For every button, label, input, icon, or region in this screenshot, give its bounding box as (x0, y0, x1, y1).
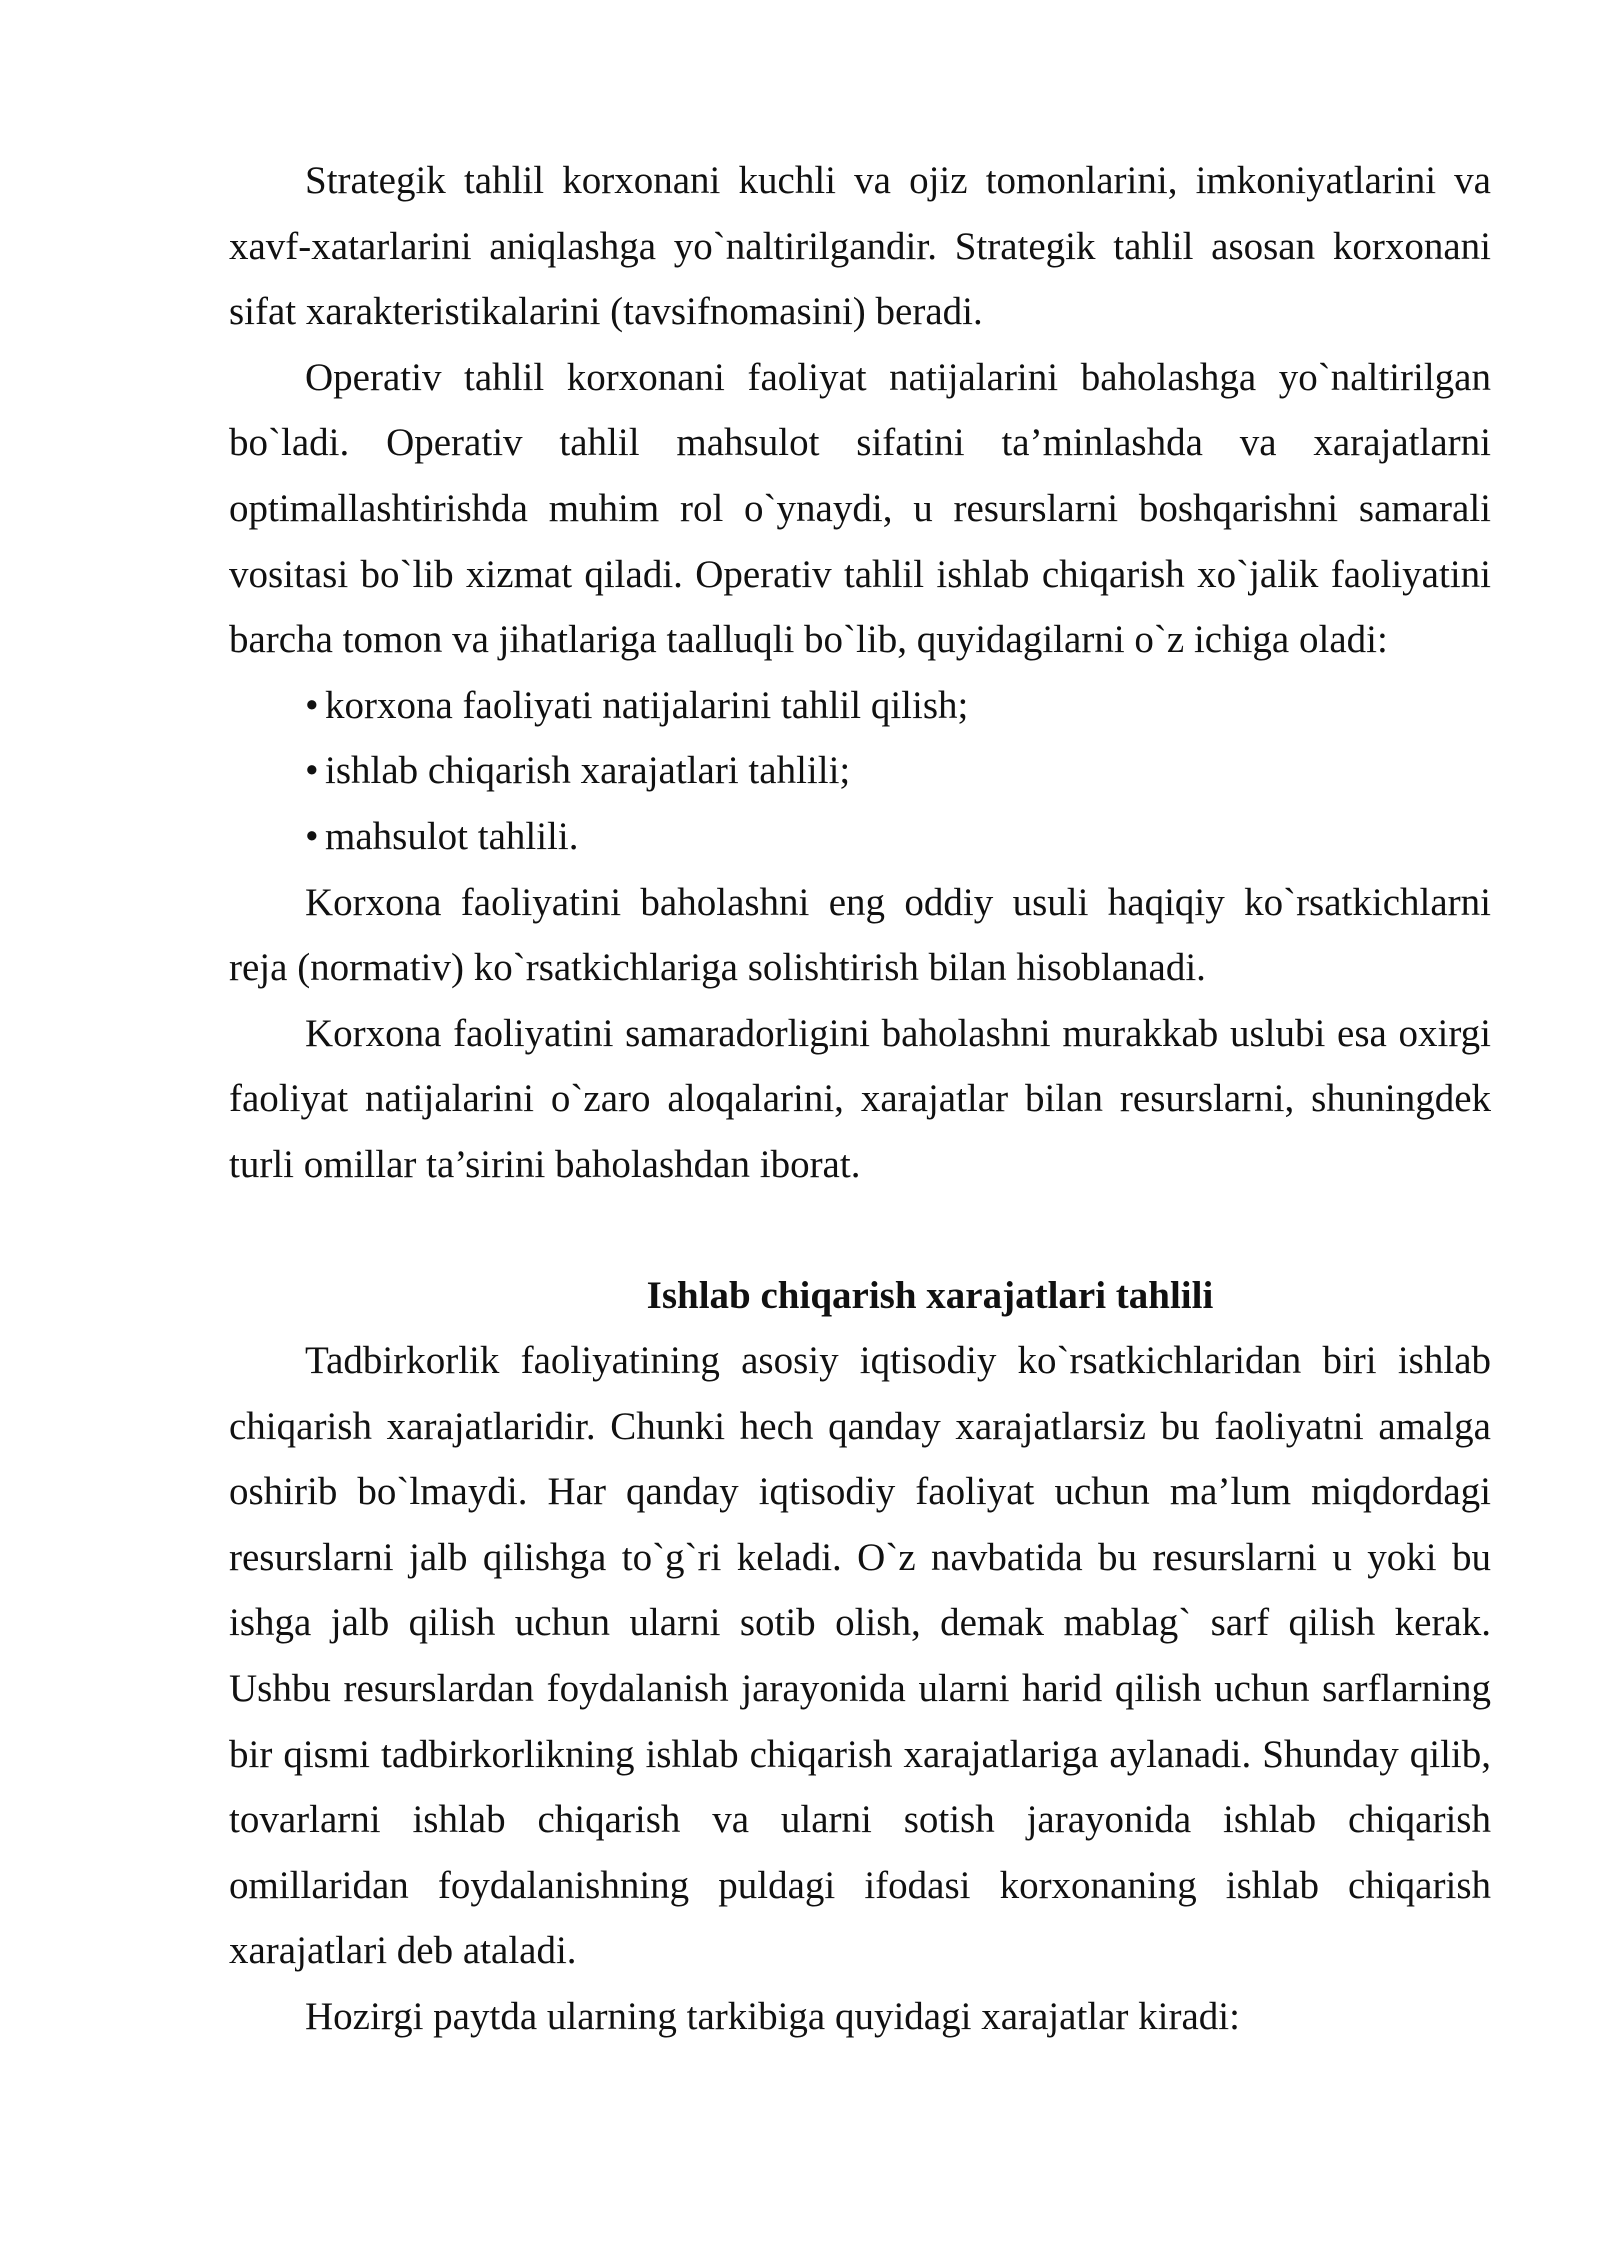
paragraph-operative-analysis: Operativ tahlil korxonani faoliyat natijalarini baholashga yo`naltirilgan bo`ladi. Operativ tahlil mahsulot sifatini ta’minlashda va xarajatlarni optimallashtirishda muhim rol o`ynaydi, u resurslarni boshqarishni samarali vositasi bo`lib xizmat qiladi. Operativ tahlil ishlab chiqarish xo`jalik faoliyatini barcha tomon va jihatlariga taalluqli bo`lib, quyidagilarni o`z ichiga oladi: (229, 355, 1491, 662)
section-heading: Ishlab chiqarish xarajatlari tahlili (646, 1273, 1214, 1317)
bullet-icon: • (305, 683, 319, 727)
bullet-list (229, 673, 1491, 870)
paragraph-cost-composition: Hozirgi paytda ularning tarkibiga quyidagi xarajatlar kiradi: (305, 1995, 1240, 2039)
document-body (229, 148, 1491, 2050)
paragraph-complex-method: Korxona faoliyatini samaradorligini baholashni murakkab uslubi esa oxirgi faoliyat natijalarini o`zaro aloqalarini, xarajatlar bilan resurslarni, shuningdek turli omillar ta’sirini baholashdan iborat. (229, 1011, 1491, 1186)
list-item (305, 738, 1491, 804)
paragraph-simple-method: Korxona faoliyatini baholashni eng oddiy usuli haqiqiy ko`rsatkichlarni reja (normativ) ko`rsatkichlariga solishtirish bilan hisoblanadi. (229, 880, 1491, 990)
bullet-icon: • (305, 749, 319, 793)
paragraph-strategic-analysis: Strategik tahlil korxonani kuchli va ojiz tomonlarini, imkoniyatlarini va xavf-xatarlarini aniqlashga yo`naltirilgandir. Strategik tahlil asosan korxonani sifat xarakteristikalarini (tavsifnomasini) beradi. (229, 159, 1491, 334)
bullet-icon: • (305, 814, 319, 858)
list-item-text: ishlab chiqarish xarajatlari tahlili; (325, 749, 851, 793)
list-item-text: mahsulot tahlili. (325, 814, 579, 858)
list-item-text: korxona faoliyati natijalarini tahlil qilish; (325, 683, 969, 727)
paragraph-production-costs: Tadbirkorlik faoliyatining asosiy iqtisodiy ko`rsatkichlaridan biri ishlab chiqarish xarajatlaridir. Chunki hech qanday xarajatlarsiz bu faoliyatni amalga oshirib bo`lmaydi. Har qanday iqtisodiy faoliyat uchun ma’lum miqdordagi resurslarni jalb qilishga to`g`ri keladi. O`z navbatida bu resurslarni u yoki bu ishga jalb qilish uchun ularni sotib olish, demak mablag` sarf qilish kerak. Ushbu resurslardan foydalanish jarayonida ularni harid qilish uchun sarflarning bir qismi tadbirkorlikning ishlab chiqarish xarajatlariga aylanadi. Shunday qilib, tovarlarni ishlab chiqarish va ularni sotish jarayonida ishlab chiqarish omillaridan foydalanishning puldagi ifodasi korxonaning ishlab chiqarish xarajatlari deb ataladi. (229, 1339, 1491, 1973)
list-item (305, 673, 1491, 739)
list-item (305, 804, 1491, 870)
